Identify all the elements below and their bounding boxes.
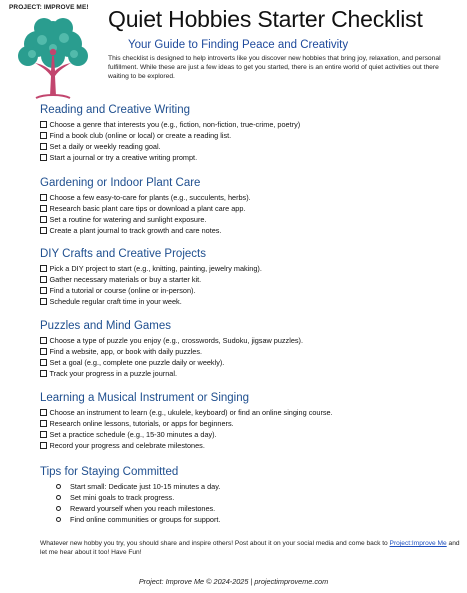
circle-bullet-icon: [56, 484, 61, 489]
checkbox-icon[interactable]: [40, 442, 47, 449]
checklist-item[interactable]: Track your progress in a puzzle journal.: [40, 368, 460, 379]
section-reading: [40, 104, 460, 163]
circle-bullet-icon: [56, 506, 61, 511]
checklist-item[interactable]: Choose a type of puzzle you enjoy (e.g., crosswords, Sudoku, jigsaw puzzles).: [40, 335, 460, 346]
checklist-item[interactable]: Set a daily or weekly reading goal.: [40, 141, 460, 152]
section-heading: Tips for Staying Committed: [40, 466, 179, 478]
checkbox-icon[interactable]: [40, 359, 47, 366]
checklist-item[interactable]: Find a website, app, or book with daily puzzles.: [40, 346, 460, 357]
checkbox-icon[interactable]: [40, 265, 47, 272]
circle-bullet-icon: [56, 495, 61, 500]
tip-item: Start small: Dedicate just 10-15 minutes a day.: [40, 481, 460, 492]
checklist-item[interactable]: Set a routine for watering and sunlight exposure.: [40, 214, 460, 225]
checklist-item[interactable]: Research online lessons, tutorials, or apps for beginners.: [40, 418, 460, 429]
section-heading: DIY Crafts and Creative Projects: [40, 248, 206, 260]
checkbox-icon[interactable]: [40, 287, 47, 294]
section-diy-crafts: [40, 248, 460, 307]
section-heading: Reading and Creative Writing: [40, 104, 191, 116]
checklist-item[interactable]: Pick a DIY project to start (e.g., knitting, painting, jewelry making).: [40, 263, 460, 274]
checkbox-icon[interactable]: [40, 132, 47, 139]
checklist-item[interactable]: Choose a few easy-to-care for plants (e.g., succulents, herbs).: [40, 192, 460, 203]
tip-item: Set mini goals to track progress.: [40, 492, 460, 503]
tip-item: Reward yourself when you reach milestones.: [40, 503, 460, 514]
checklist-item[interactable]: Record your progress and celebrate milestones.: [40, 440, 460, 451]
section-puzzles: [40, 320, 460, 379]
project-improve-me-link[interactable]: Project:Improve Me: [389, 540, 447, 547]
section-heading: Gardening or Indoor Plant Care: [40, 177, 201, 189]
checkbox-icon[interactable]: [40, 194, 47, 201]
circle-bullet-icon: [56, 517, 61, 522]
checkbox-icon[interactable]: [40, 121, 47, 128]
section-heading: Puzzles and Mind Games: [40, 320, 172, 332]
checkbox-icon[interactable]: [40, 348, 47, 355]
section-gardening: [40, 177, 460, 236]
page-title: Quiet Hobbies Starter Checklist: [108, 6, 423, 32]
checklist-item[interactable]: Gather necessary materials or buy a starter kit.: [40, 274, 460, 285]
page-footer: Project: Improve Me © 2024-2025 | projectimproveme.com: [138, 577, 329, 586]
checkbox-icon[interactable]: [40, 337, 47, 344]
checklist-item[interactable]: Set a practice schedule (e.g., 15-30 minutes a day).: [40, 429, 460, 440]
tree-logo-icon: [6, 12, 100, 106]
intro-paragraph: This checklist is designed to help introverts like you discover new hobbies that bring joy, relaxation, and personal fulfillment. While these are just a few ideas to get you started, there is an entire world of quiet activities out there waiting to be explored.: [108, 55, 441, 80]
checkbox-icon[interactable]: [40, 154, 47, 161]
tips-section: [40, 466, 460, 525]
page-subtitle: Your Guide to Finding Peace and Creativity: [128, 39, 349, 51]
section-music: [40, 392, 460, 451]
checklist-item[interactable]: Start a journal or try a creative writing prompt.: [40, 152, 460, 163]
checklist-item[interactable]: Research basic plant care tips or download a plant care app.: [40, 203, 460, 214]
checklist-item[interactable]: Create a plant journal to track growth and care notes.: [40, 225, 460, 236]
checkbox-icon[interactable]: [40, 409, 47, 416]
checklist-item[interactable]: Find a book club (online or local) or create a reading list.: [40, 130, 460, 141]
tip-item: Find online communities or groups for support.: [40, 514, 460, 525]
checklist-item[interactable]: Choose a genre that interests you (e.g., fiction, non-fiction, true-crime, poetry): [40, 119, 460, 130]
checklist-item[interactable]: Find a tutorial or course (online or in-person).: [40, 285, 460, 296]
checkbox-icon[interactable]: [40, 143, 47, 150]
checklist-item[interactable]: Choose an instrument to learn (e.g., ukulele, keyboard) or find an online singing course.: [40, 407, 460, 418]
closing-paragraph: Whatever new hobby you try, you should share and inspire others! Post about it on your social media and come back to Project:Improve Me and let me hear about it too! Have Fun!: [40, 540, 460, 556]
checkbox-icon[interactable]: [40, 370, 47, 377]
checkbox-icon[interactable]: [40, 298, 47, 305]
checkbox-icon[interactable]: [40, 205, 47, 212]
checkbox-icon[interactable]: [40, 216, 47, 223]
checkbox-icon[interactable]: [40, 431, 47, 438]
checkbox-icon[interactable]: [40, 227, 47, 234]
checkbox-icon[interactable]: [40, 420, 47, 427]
checklist-item[interactable]: Schedule regular craft time in your week.: [40, 296, 460, 307]
brand-name: PROJECT: IMPROVE ME!: [9, 4, 89, 11]
checkbox-icon[interactable]: [40, 276, 47, 283]
section-heading: Learning a Musical Instrument or Singing: [40, 392, 250, 404]
checklist-item[interactable]: Set a goal (e.g., complete one puzzle daily or weekly).: [40, 357, 460, 368]
